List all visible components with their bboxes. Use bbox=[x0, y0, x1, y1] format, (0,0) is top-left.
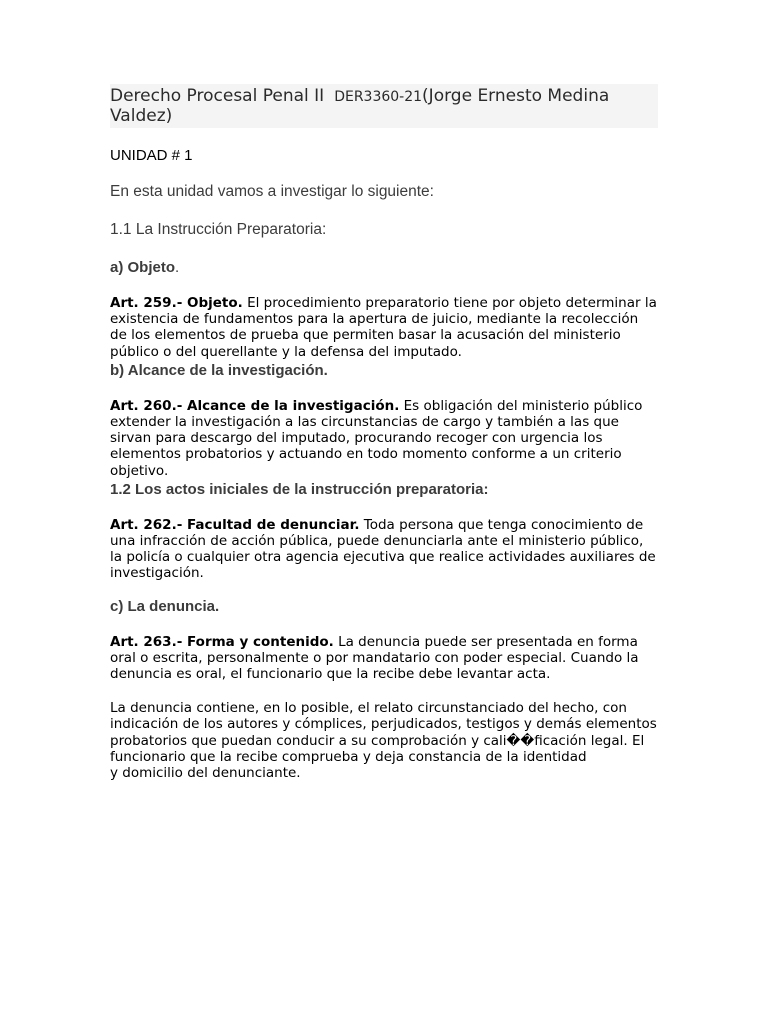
course-code: DER3360-21 bbox=[334, 89, 423, 105]
article-259-text: El procedimiento preparatorio tiene por objeto determinar la existencia de fundamentos para la apertura de juicio, mediante la recolección de los elementos de prueba que permiten basar la acusación del ministerio público o del querellante y la defensa del imputado. bbox=[110, 295, 657, 360]
article-262-text: Toda persona que tenga conocimiento de una infracción de acción pública, puede denunciarla ante el ministerio público, la policía o cualquier otra agencia ejecutiva que realice actividades auxiliares de investigación. bbox=[110, 516, 656, 582]
article-259 bbox=[110, 295, 658, 360]
article-259-title: Art. 259.- Objeto. bbox=[110, 295, 243, 311]
heading-objeto-dot: . bbox=[175, 259, 180, 276]
article-263-text: La denuncia puede ser presentada en forma oral o escrita, personalmente o por mandatario con poder especial. Cuando la denuncia es oral, el funcionario que la recibe debe levantar acta. bbox=[110, 633, 639, 683]
document-page bbox=[110, 84, 658, 781]
heading-alcance: b) Alcance de la investigación. bbox=[110, 361, 328, 379]
section-1-1-heading: 1.1 La Instrucción Preparatoria: bbox=[110, 221, 327, 238]
unit-heading: UNIDAD # 1 bbox=[110, 147, 193, 164]
article-260-text: Es obligación del ministerio público extender la investigación a las circunstancias de cargo y también a las que sirvan para descargo del imputado, procurando recoger con urgencia los elementos probatorios y actuando en todo momento conforme a un criterio objetivo. bbox=[110, 397, 643, 479]
article-263 bbox=[110, 634, 658, 683]
article-260-title: Art. 260.- Alcance de la investigación. bbox=[110, 397, 400, 414]
heading-objeto bbox=[110, 259, 658, 277]
article-262-title: Art. 262.- Facultad de denunciar. bbox=[110, 516, 360, 533]
article-263-title: Art. 263.- Forma y contenido. bbox=[110, 633, 334, 650]
heading-objeto-label: a) Objeto bbox=[110, 259, 176, 276]
article-260 bbox=[110, 398, 658, 479]
intro-text: En esta unidad vamos a investigar lo siguiente: bbox=[110, 183, 434, 200]
heading-denuncia: c) La denuncia. bbox=[110, 597, 220, 615]
heading-actos-iniciales: 1.2 Los actos iniciales de la instrucción preparatoria: bbox=[110, 480, 489, 498]
document-title bbox=[110, 84, 658, 128]
title-author: (Jorge Ernesto Medina Valdez) bbox=[110, 86, 610, 126]
final-paragraph-text: La denuncia contiene, en lo posible, el relato circunstanciado del hecho, con indicación de los autores y cómplices, perjudicados, testigos y demás elementos probatorios que puedan conducir a su comprobación y cali��ficación legal. El funcionario que la recibe comprueba y deja constancia de la identidad bbox=[110, 700, 657, 765]
final-paragraph bbox=[110, 700, 658, 781]
title-main: Derecho Procesal Penal II bbox=[110, 86, 325, 106]
article-262 bbox=[110, 517, 658, 582]
final-paragraph-last-line: y domicilio del denunciante. bbox=[110, 765, 301, 782]
